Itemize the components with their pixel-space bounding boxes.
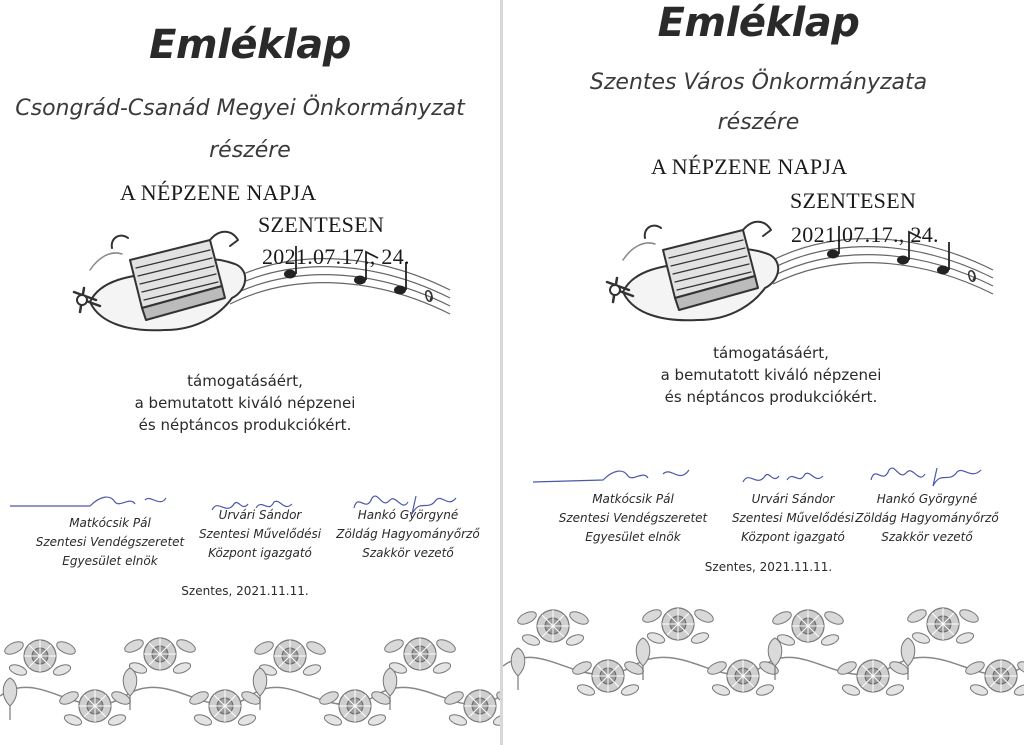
reason-line-2: a bemutatott kiváló népzenei [134, 394, 356, 412]
signatory-1-role: Egyesület elnök [585, 530, 681, 544]
signatory-2-name: Urvári Sándor [218, 508, 302, 522]
recipient-suffix: részére [717, 110, 800, 135]
place-date: Szentes, 2021.11.11. [181, 584, 309, 598]
signatory-2-role: Központ igazgató [741, 530, 845, 544]
signatory-3 [837, 490, 1017, 547]
signatory-2-role: Központ igazgató [208, 546, 312, 560]
event-location: SZENTESEN [790, 188, 917, 213]
place-date: Szentes, 2021.11.11. [704, 560, 833, 574]
signatory-1-name: Matkócsik Pál [69, 516, 151, 530]
signatory-3-org: Zöldág Hagyományőrző [336, 527, 480, 541]
event-name: A NÉPZENE NAPJA [651, 154, 848, 179]
signature-1-scribble [10, 486, 170, 516]
certificate-title: Emléklap [657, 0, 860, 46]
reason-line-3: és néptáncos produkciókért. [138, 416, 352, 434]
recipient-suffix: részére [209, 138, 291, 163]
signatory-1-name: Matkócsik Pál [592, 492, 674, 506]
reason-line-1: támogatásáért, [713, 344, 829, 362]
signatory-3-name: Hankó Györgyné [357, 508, 459, 522]
event-dates: 2021.07.17., 24. [791, 222, 939, 247]
signatory-2-name: Urvári Sándor [751, 492, 835, 506]
signatory-3-role: Szakkör vezető [362, 546, 454, 560]
event-name: A NÉPZENE NAPJA [120, 180, 317, 205]
certificate-right [503, 0, 1024, 745]
signatory-2-org: Szentesi Művelődési [198, 527, 322, 541]
signatory-1-role: Egyesület elnök [62, 554, 158, 568]
signatory-1-org: Szentesi Vendégszeretet [558, 511, 708, 525]
floral-border [0, 626, 500, 736]
certificate-title: Emléklap [149, 22, 351, 68]
certificate-left [0, 0, 500, 745]
reason-line-1: támogatásáért, [187, 372, 303, 390]
recipient-name: Csongrád-Csanád Megyei Önkormányzat [15, 96, 465, 121]
floral-border [503, 596, 1024, 706]
event-dates: 2021.07.17., 24. [262, 244, 410, 269]
reason-line-2: a bemutatott kiváló népzenei [660, 366, 882, 384]
signatory-1-org: Szentesi Vendégszeretet [35, 535, 185, 549]
signatory-3 [318, 506, 498, 563]
signatory-3-org: Zöldág Hagyományőrző [855, 511, 999, 525]
recipient-name: Szentes Város Önkormányzata [589, 70, 928, 95]
signatory-2-org: Szentesi Művelődési [731, 511, 855, 525]
event-location: SZENTESEN [258, 212, 385, 237]
reason-line-3: és néptáncos produkciókért. [664, 388, 878, 406]
signature-3-scribble [867, 460, 987, 490]
signature-1-scribble [533, 460, 693, 490]
signatory-3-name: Hankó Györgyné [876, 492, 978, 506]
signature-2-scribble [739, 466, 829, 492]
signatory-3-role: Szakkör vezető [881, 530, 973, 544]
